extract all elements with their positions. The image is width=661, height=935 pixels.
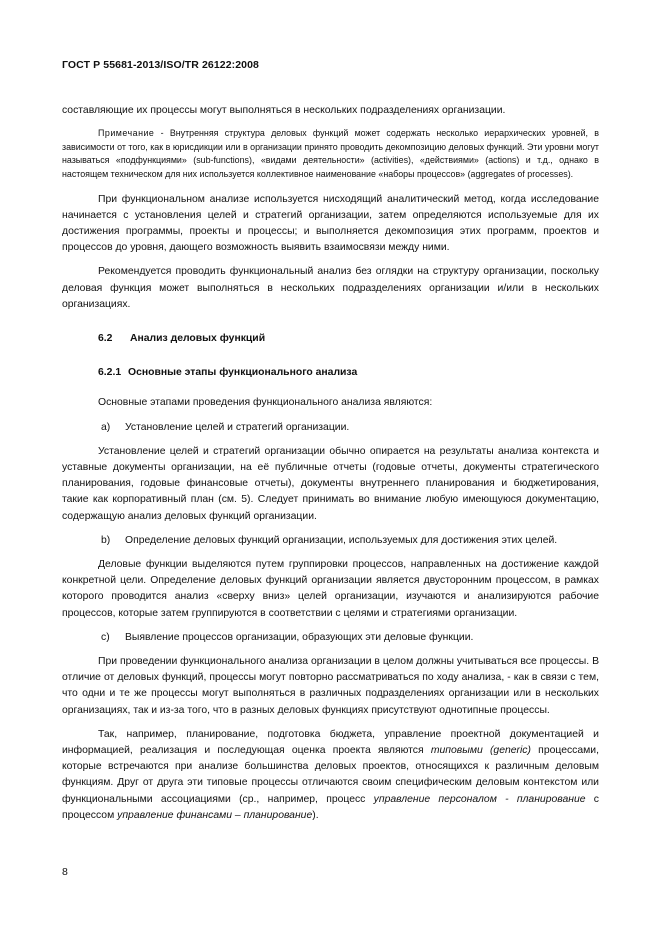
paragraph-generic-processes	[62, 727, 599, 824]
list-item-text: Выявление процессов организации, образующих эти деловые функции.	[125, 631, 474, 643]
paragraph-processes: При проведении функционального анализа организации в целом должны учитываться все процессы. В отличие от деловых функций, процессы могут повторно рассматриваться по ходу анализа, - как в связи с тем, что одни и те же процессы могут выполняться в различных подразделениях организации или в нескольких организациях, так и из-за того, что в разных деловых функциях присутствуют однотипные процессы.	[62, 656, 599, 716]
list-marker: c)	[101, 631, 110, 643]
italic-term: типовыми (generic)	[430, 745, 531, 757]
list-item-b	[62, 533, 599, 549]
italic-term: управление персоналом - планирование	[373, 793, 586, 805]
italic-term: управление финансами – планирование	[117, 809, 313, 821]
text-run: ).	[312, 809, 319, 821]
list-marker: b)	[101, 534, 111, 546]
paragraph-business-functions: Деловые функции выделяются путем группировки процессов, направленных на достижение каждой конкретной цели. Определение деловых функций организации является двусторонним процессом, в рамках которого проводится анализ «сверху вниз» целей организации, изучаются и анализируются рабочие процессов, которые затем группируются в соответствии с целями и стратегиями организации.	[62, 559, 599, 619]
paragraph-top-down-method: При функциональном анализе используется нисходящий аналитический метод, когда исследование начинается с установления целей и стратегий организации, затем определяются используемые для их достижения программы, проекты и процессы; и выполняется декомпозиция этих программ, проектов и процессов до уровня, дающего возможность выявить взаимосвязи между ними.	[62, 193, 599, 254]
note-label: Примечание	[98, 128, 155, 139]
document-body	[62, 103, 599, 832]
text-run: с процессом	[62, 793, 599, 821]
list-item-c	[62, 630, 599, 646]
text-run: процессами, которые встречаются при анализе большинства деловых проектов, относящихся к различным деловым функциям. Друг от друга эти типовые процессы отличаются своим специфическим деловым контекстом или функциональными ассоциациями (ср., например, процесс	[62, 745, 599, 805]
section-number: 6.2	[98, 333, 113, 344]
note-text: - Внутренняя структура деловых функций может содержать несколько иерархических уровней, в зависимости от того, как в юрисдикции или в организации принято проводить декомпозицию деловых функций. Эти уровни могут называться «подфункциями» (sub-functions), «видами деятельности» (activities), «действиями» (actions) и т.д., однако в настоящем техническом для них используется коллективное наименование «наборы процессов» (aggregates of processes).	[62, 128, 599, 179]
list-item-a	[62, 420, 599, 436]
paragraph-goals: Установление целей и стратегий организации обычно опирается на результаты анализа контекста и уставные документы организации, на её публичные отчеты (годовые отчеты, документы стратегического планирования, годовые финансовые отчеты), документы внутреннего планирования и бюджетирования, такие как корпоративный план (см. 5). Следует принимать во внимание любую имеющуюся документацию, содержащую анализ деловых функций организации.	[62, 445, 599, 522]
section-heading-6-2	[98, 331, 599, 347]
subsection-heading-6-2-1	[98, 365, 599, 381]
list-item-text: Определение деловых функций организации, используемых для достижения этих целей.	[125, 534, 558, 546]
paragraph-recommendation: Рекомендуется проводить функциональный анализ без оглядки на структуру организации, поскольку деловая функция может выполняться в нескольких подразделениях организации и/или в нескольких организациях.	[62, 266, 599, 310]
subsection-title: Основные этапы функционального анализа	[128, 367, 358, 379]
list-marker: a)	[101, 421, 111, 433]
document-header: ГОСТ Р 55681-2013/ISO/TR 26122:2008	[62, 59, 259, 71]
page-number: 8	[62, 866, 68, 878]
section-title: Анализ деловых функций	[130, 333, 266, 344]
paragraph-stages-intro: Основные этапами проведения функционального анализа являются:	[98, 397, 433, 409]
text-run: Так, например, планирование, подготовка бюджета, управление проектной документацией и информацией, реализация и последующая оценка проекта являются	[62, 728, 599, 757]
subsection-number: 6.2.1	[98, 367, 122, 379]
list-item-text: Установление целей и стратегий организации.	[125, 421, 350, 433]
paragraph-continuation: составляющие их процессы могут выполняться в нескольких подразделениях организации.	[62, 105, 506, 116]
note-paragraph	[62, 127, 599, 181]
